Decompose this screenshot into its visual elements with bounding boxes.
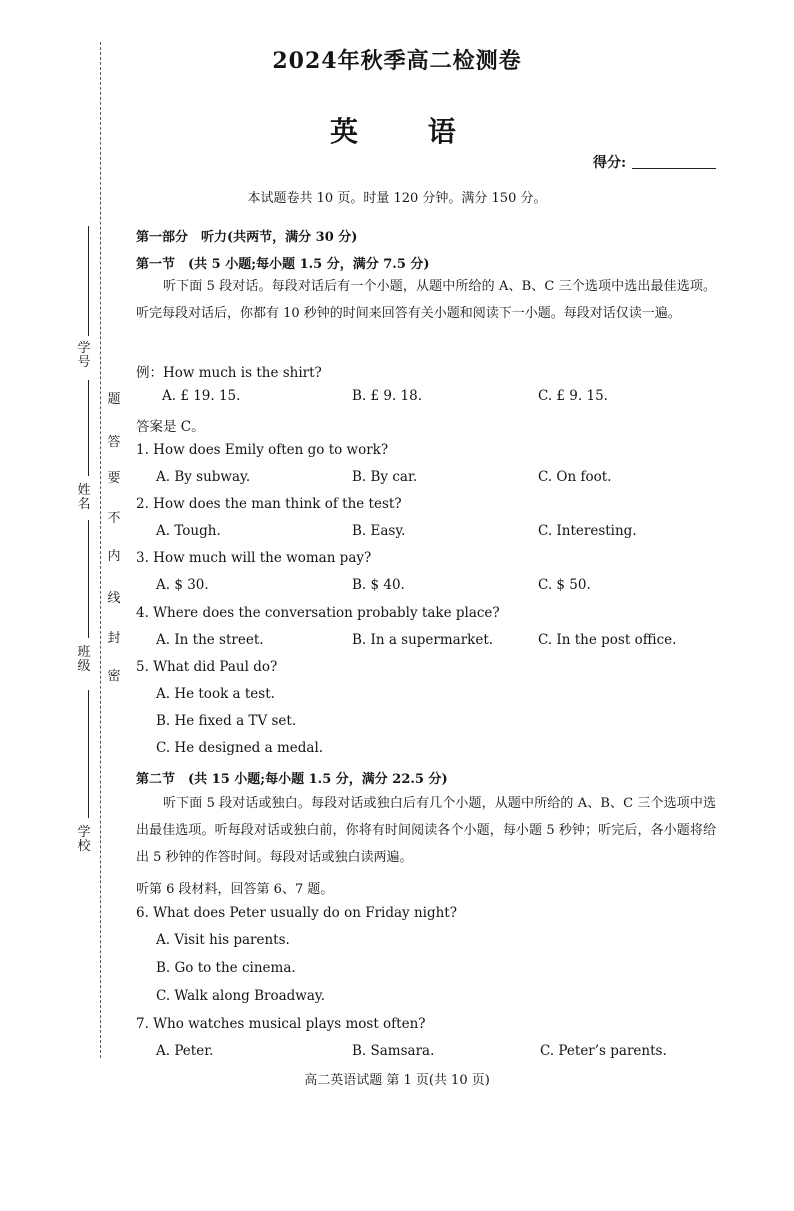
- name-label: 姓名: [77, 483, 91, 512]
- q5-option-a: A. He took a test.: [156, 686, 275, 702]
- example-option-b: B. £ 9. 18.: [352, 388, 423, 404]
- question-4: 4. Where does the conversation probably take place?: [136, 605, 500, 621]
- q2-option-a: A. Tough.: [156, 523, 221, 539]
- student-id-label: 学号: [77, 341, 91, 370]
- school-label: 学校: [77, 825, 91, 854]
- subject-title: 英 语: [330, 115, 486, 148]
- q7-option-a: A. Peter.: [156, 1043, 214, 1059]
- part1-heading: 第一部分 听力(共两节，满分 30 分): [136, 230, 358, 245]
- exam-title: 2024年秋季高二检测卷: [272, 48, 522, 74]
- q6-option-a: A. Visit his parents.: [156, 932, 290, 948]
- score-label: 得分:: [593, 155, 627, 171]
- question-2: 2. How does the man think of the test?: [136, 496, 402, 512]
- q1-option-b: B. By car.: [352, 469, 418, 485]
- question-7: 7. Who watches musical plays most often?: [136, 1016, 426, 1032]
- seal-char: 题: [107, 392, 121, 407]
- class-label: 班级: [77, 645, 91, 674]
- example-option-c: C. £ 9. 15.: [538, 388, 608, 404]
- page-footer: 高二英语试题 第 1 页(共 10 页): [304, 1073, 490, 1088]
- q4-option-a: A. In the street.: [156, 632, 264, 648]
- q4-option-c: C. In the post office.: [538, 632, 677, 648]
- school-line: [88, 690, 89, 818]
- seal-char: 线: [107, 591, 121, 606]
- section2-instructions: 听下面 5 段对话或独白。每段对话或独白后有几个小题，从题中所给的 A、B、C 三个选项中选出最佳选项。听每段对话或独白前，你将有时间阅读各个小题，每小题 5 秒钟；听完后，各小题将给出 5 秒钟的作答时间。每段对话或独白读两遍。: [136, 796, 716, 865]
- score-field-line: [632, 168, 716, 169]
- seal-char: 答: [107, 435, 121, 450]
- seal-char: 密: [107, 669, 121, 684]
- q3-option-a: A. $ 30.: [156, 577, 209, 593]
- seal-char: 封: [107, 631, 121, 646]
- seal-char: 要: [107, 471, 121, 486]
- exam-description: 本试题卷共 10 页。时量 120 分钟。满分 150 分。: [247, 191, 547, 206]
- question-6: 6. What does Peter usually do on Friday night?: [136, 905, 457, 921]
- example-option-a: A. £ 19. 15.: [162, 388, 241, 404]
- q6-option-c: C. Walk along Broadway.: [156, 988, 326, 1004]
- name-line: [88, 380, 89, 476]
- student-id-line: [88, 226, 89, 336]
- q3-option-c: C. $ 50.: [538, 577, 591, 593]
- seal-char: 内: [107, 549, 121, 564]
- material-note: 听第 6 段材料，回答第 6、7 题。: [136, 882, 334, 897]
- q2-option-b: B. Easy.: [352, 523, 406, 539]
- q4-option-b: B. In a supermarket.: [352, 632, 494, 648]
- q7-option-c: C. Peter’s parents.: [540, 1043, 667, 1059]
- section1-instructions: 听下面 5 段对话。每段对话后有一个小题，从题中所给的 A、B、C 三个选项中选出最佳选项。听完每段对话后，你都有 10 秒钟的时间来回答有关小题和阅读下一小题。每段对话仅读一遍。: [136, 279, 716, 321]
- question-5: 5. What did Paul do?: [136, 659, 278, 675]
- q3-option-b: B. $ 40.: [352, 577, 405, 593]
- question-3: 3. How much will the woman pay?: [136, 550, 372, 566]
- class-line: [88, 520, 89, 638]
- example-question: 例：How much is the shirt?: [136, 365, 322, 381]
- section2-heading: 第二节 (共 15 小题;每小题 1.5 分，满分 22.5 分): [136, 772, 448, 787]
- q7-option-b: B. Samsara.: [352, 1043, 435, 1059]
- q2-option-c: C. Interesting.: [538, 523, 637, 539]
- q1-option-a: A. By subway.: [156, 469, 251, 485]
- q5-option-c: C. He designed a medal.: [156, 740, 324, 756]
- seal-char: 不: [107, 511, 121, 526]
- question-1: 1. How does Emily often go to work?: [136, 442, 389, 458]
- q6-option-b: B. Go to the cinema.: [156, 960, 296, 976]
- q1-option-c: C. On foot.: [538, 469, 612, 485]
- q5-option-b: B. He fixed a TV set.: [156, 713, 297, 729]
- example-answer: 答案是 C。: [136, 419, 205, 435]
- section1-heading: 第一节 (共 5 小题;每小题 1.5 分，满分 7.5 分): [136, 257, 430, 272]
